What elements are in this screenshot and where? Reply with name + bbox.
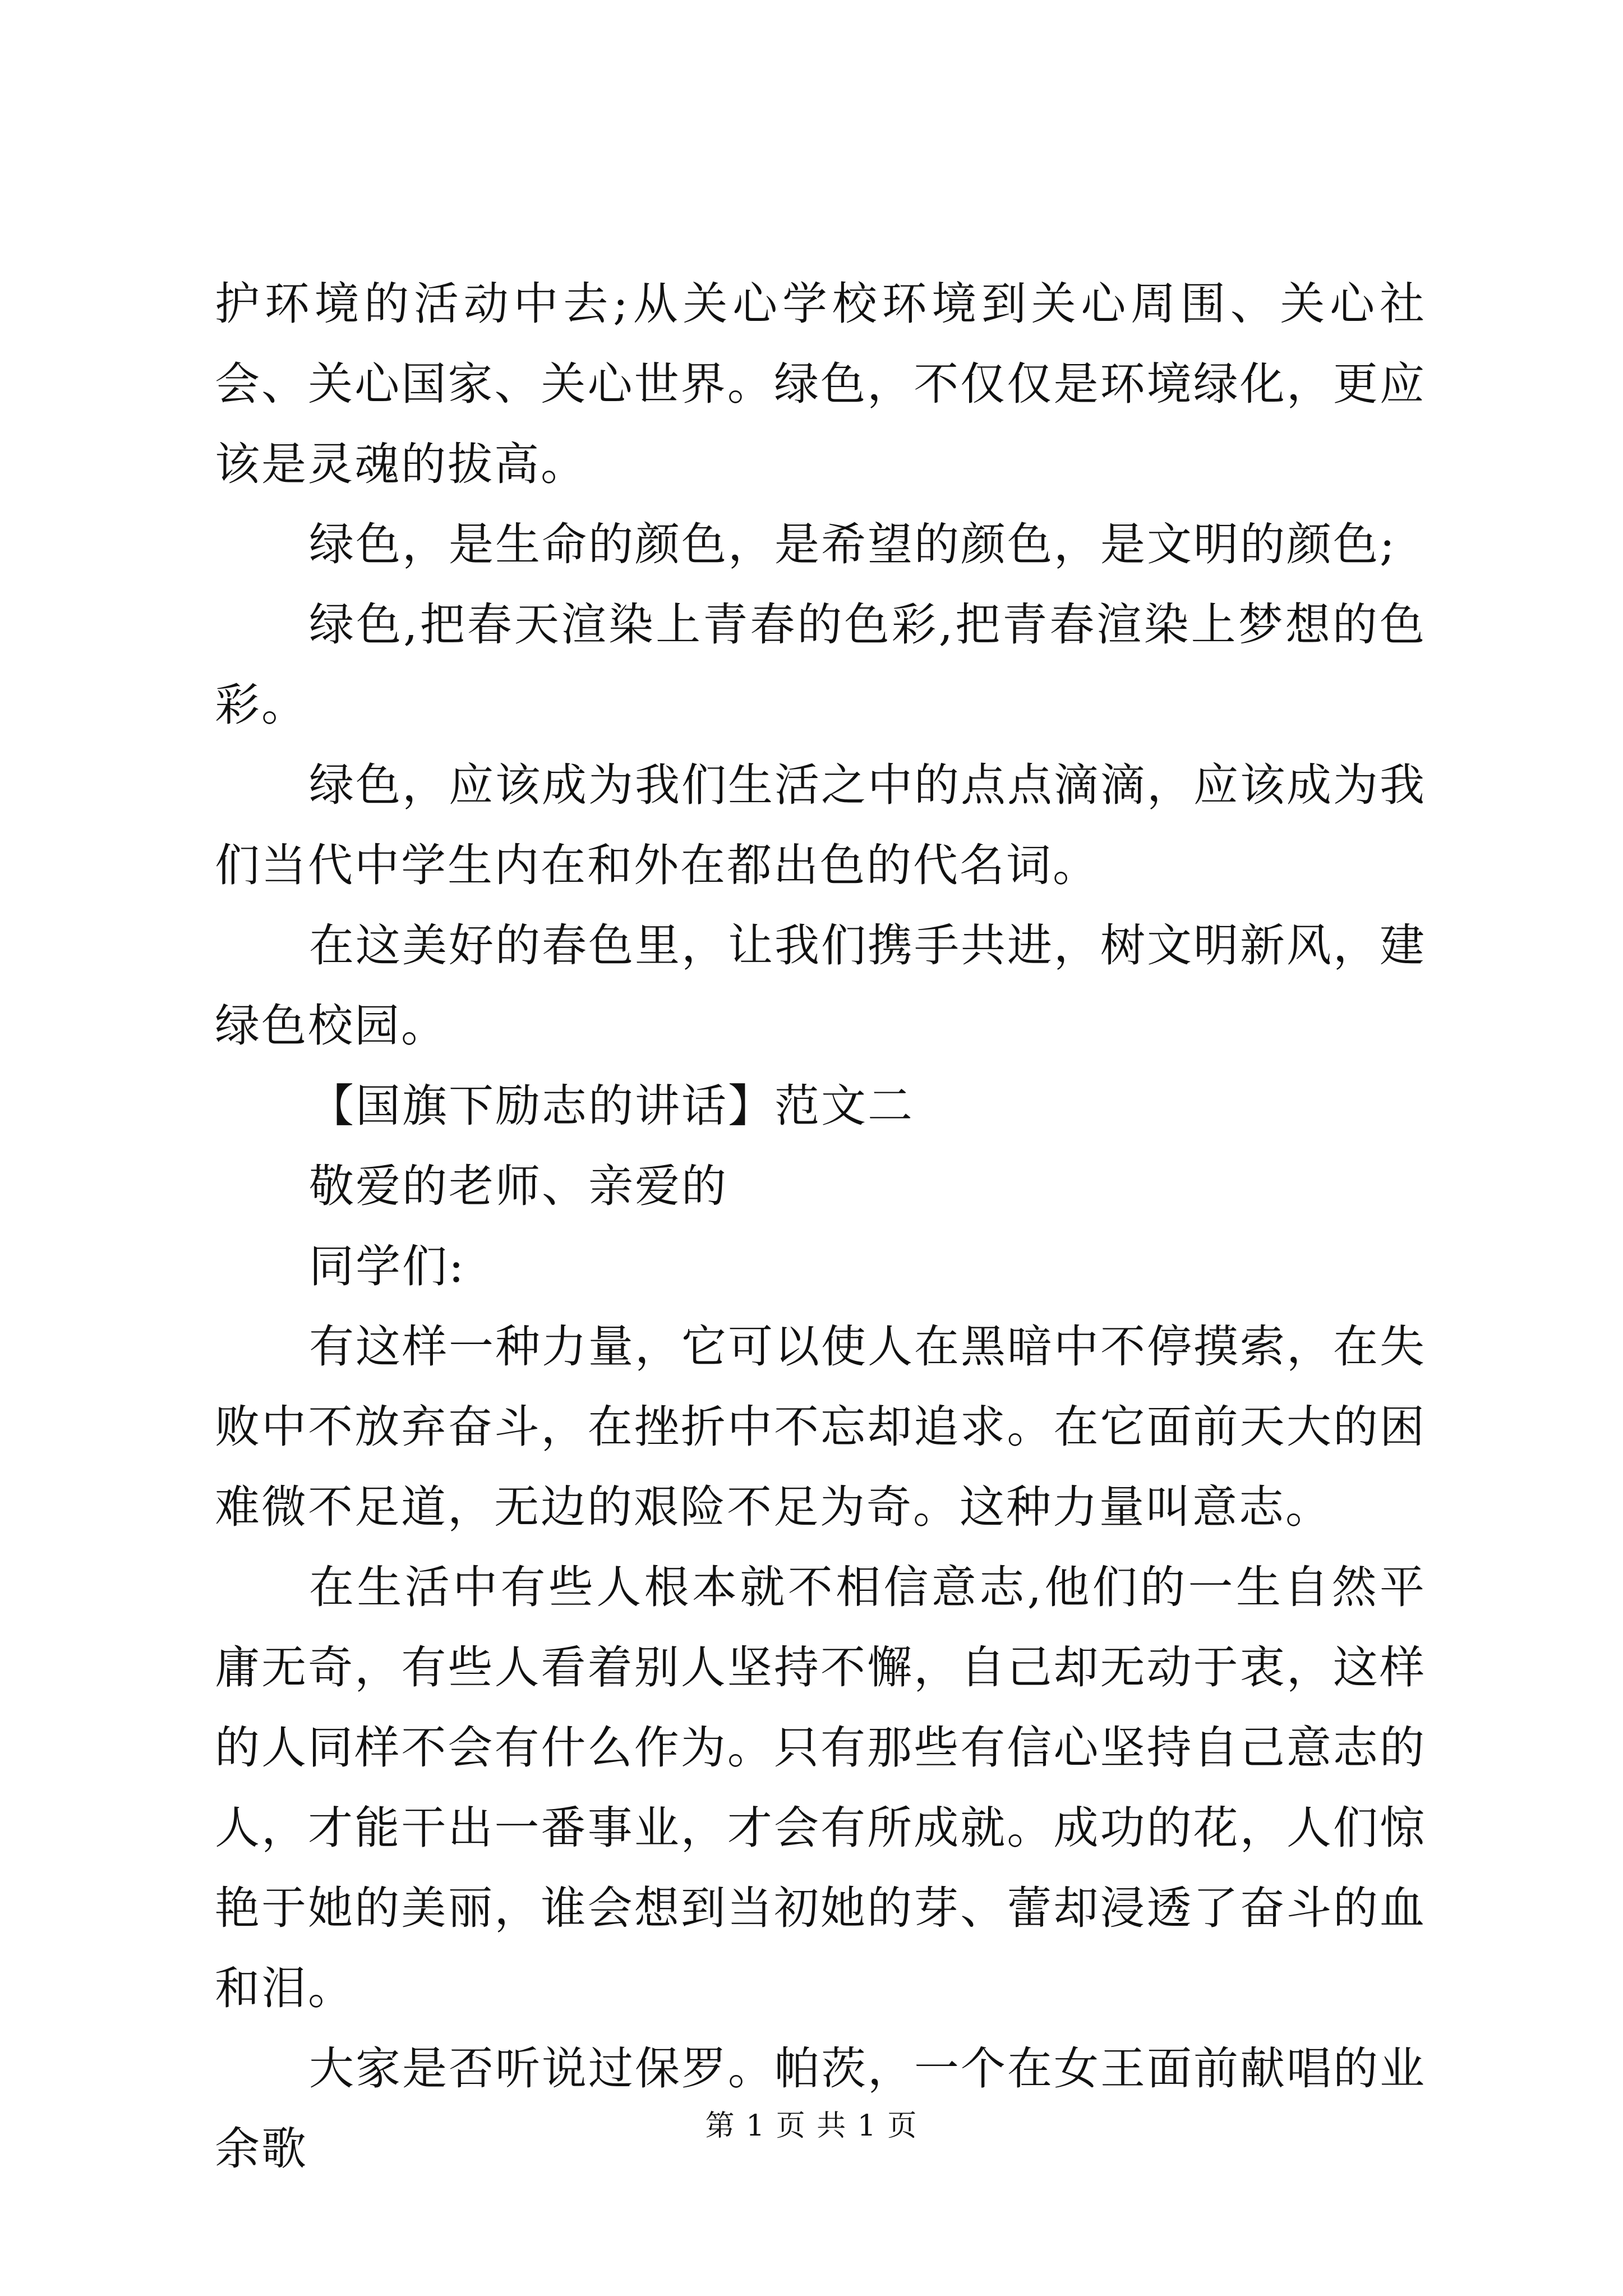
- document-body: [215, 264, 1426, 2189]
- paragraph-continuation: 护环境的活动中去;从关心学校环境到关心周围、关心社会、关心国家、关心世界。绿色，不仅仅是环境绿化，更应该是灵魂的拔高。: [215, 278, 1426, 490]
- paragraph: 绿色,把春天渲染上青春的色彩,把青春渲染上梦想的色彩。: [215, 599, 1426, 731]
- paragraph: 在这美好的春色里，让我们携手共进，树文明新风，建绿色校园。: [215, 919, 1426, 1052]
- paragraph: 大家是否听说过保罗。帕茨，一个在女王面前献唱的业余歌: [215, 2042, 1426, 2175]
- paragraph: 绿色，是生命的颜色，是希望的颜色，是文明的颜色;: [309, 518, 1396, 570]
- salutation-line: 敬爱的老师、亲爱的: [309, 1160, 728, 1212]
- paragraph: 有这样一种力量，它可以使人在黑暗中不停摸索，在失败中不放弃奋斗，在挫折中不忘却追求。在它面前天大的困难微不足道，无边的艰险不足为奇。这种力量叫意志。: [215, 1320, 1426, 1533]
- paragraph: 在生活中有些人根本就不相信意志,他们的一生自然平庸无奇，有些人看着别人坚持不懈，自己却无动于衷，这样的人同样不会有什么作为。只有那些有信心坚持自己意志的人，才能干出一番事业，才会有所成就。成功的花，人们惊艳于她的美丽，谁会想到当初她的芽、蕾却浸透了奋斗的血和泪。: [215, 1561, 1426, 2014]
- section-heading: 【国旗下励志的讲话】范文二: [309, 1080, 914, 1132]
- salutation-line: 同学们:: [309, 1240, 465, 1292]
- paragraph: 绿色，应该成为我们生活之中的点点滴滴，应该成为我们当代中学生内在和外在都出色的代名词。: [215, 759, 1426, 891]
- page-footer: 第 1 页 共 1 页: [705, 2109, 918, 2143]
